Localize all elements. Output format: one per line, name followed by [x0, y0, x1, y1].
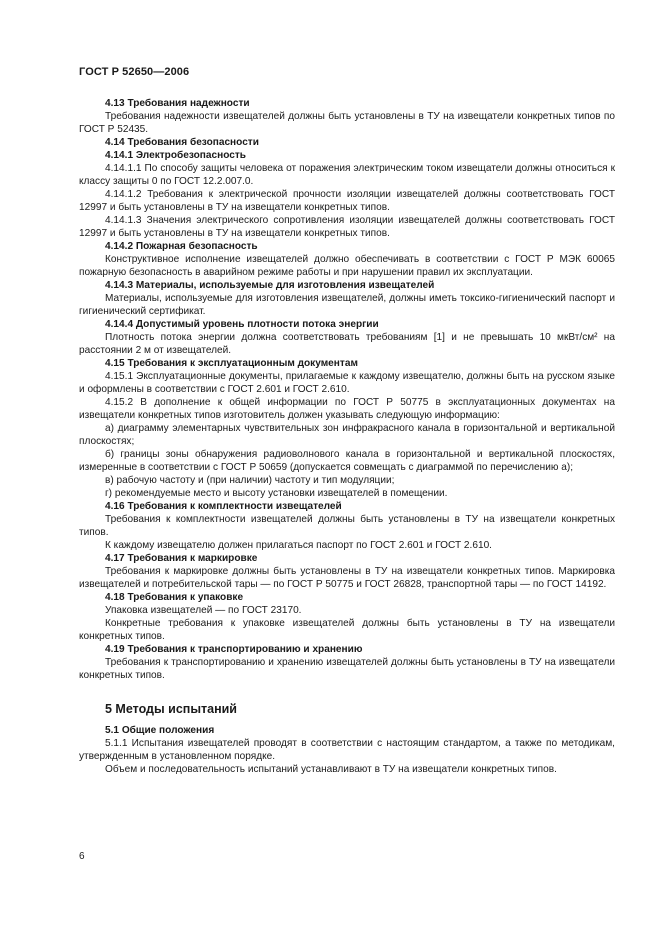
paragraph: Требования к маркировке должны быть установлены в ТУ на извещатели конкретных типов. Маркировка извещателей и потребительской тары — по ГОСТ Р 50775 и ГОСТ 26828, транспортной тары — по ГОСТ 14192.	[79, 566, 615, 590]
heading-4-14-2: 4.14.2 Пожарная безопасность	[105, 241, 258, 252]
paragraph: Требования надежности извещателей должны быть установлены в ТУ на извещатели конкретных типов по ГОСТ Р 52435.	[79, 111, 615, 135]
page-number: 6	[79, 851, 85, 862]
paragraph: Материалы, используемые для изготовления извещателей, должны иметь токсико-гигиенический паспорт и гигиенический сертификат.	[79, 293, 615, 317]
document-header: ГОСТ Р 52650—2006	[79, 66, 190, 78]
paragraph: 4.15.2 В дополнение к общей информации по ГОСТ Р 50775 в эксплуатационных документах на извещатели конкретных типов изготовитель должен указывать следующую информацию:	[79, 397, 615, 421]
paragraph: Плотность потока энергии должна соответствовать требованиям [1] и не превышать 10 мкВт/см² на расстоянии 2 м от извещателей.	[79, 332, 615, 356]
paragraph: 5.1.1 Испытания извещателей проводят в соответствии с настоящим стандартом, а также по методикам, утвержденным в установленном порядке.	[79, 738, 615, 762]
paragraph: Конструктивное исполнение извещателей должно обеспечивать в соответствии с ГОСТ Р МЭК 60065 пожарную безопасность в аварийном режиме работы и при нарушении правил их эксплуатации.	[79, 254, 615, 278]
heading-4-18: 4.18 Требования к упаковке	[105, 592, 244, 603]
heading-4-14-4: 4.14.4 Допустимый уровень плотности потока энергии	[105, 319, 379, 330]
section-5-title: 5 Методы испытаний	[105, 702, 237, 716]
paragraph: К каждому извещателю должен прилагаться паспорт по ГОСТ 2.601 и ГОСТ 2.610.	[105, 540, 492, 551]
document-body	[79, 97, 615, 776]
paragraph: 4.14.1.2 Требования к электрической прочности изоляции извещателей должны соответствовать ГОСТ 12997 и быть установлены в ТУ на извещатели конкретных типов.	[79, 189, 615, 213]
list-item: б) границы зоны обнаружения радиоволнового канала в горизонтальной и вертикальной плоскостях, измеренные в соответствии с ГОСТ Р 50659 (допускается совмещать с диаграммой по перечислению а);	[79, 449, 615, 473]
paragraph: 4.14.1.3 Значения электрического сопротивления изоляции извещателей должны соответствовать ГОСТ 12997 и быть установлены в ТУ на извещатели конкретных типов.	[79, 215, 615, 239]
paragraph: 4.15.1 Эксплуатационные документы, прилагаемые к каждому извещателю, должны быть на русском языке и оформлены в соответствии с ГОСТ 2.601 и ГОСТ 2.610.	[79, 371, 615, 395]
list-item: а) диаграмму элементарных чувствительных зон инфракрасного канала в горизонтальной и вертикальной плоскостях;	[79, 423, 615, 447]
heading-4-15: 4.15 Требования к эксплуатационным документам	[105, 358, 358, 369]
heading-4-14-1: 4.14.1 Электробезопасность	[105, 150, 247, 161]
paragraph: 4.14.1.1 По способу защиты человека от поражения электрическим током извещатели должны относиться к классу защиты 0 по ГОСТ 12.2.007.0.	[79, 163, 615, 187]
paragraph: Требования к транспортированию и хранению извещателей должны быть установлены в ТУ на извещатели конкретных типов.	[79, 657, 615, 681]
heading-4-14-3: 4.14.3 Материалы, используемые для изготовления извещателей	[105, 280, 435, 291]
paragraph: Объем и последовательность испытаний устанавливают в ТУ на извещатели конкретных типов.	[105, 764, 557, 775]
paragraph: Требования к комплектности извещателей должны быть установлены в ТУ на извещатели конкретных типов.	[79, 514, 615, 538]
heading-4-14: 4.14 Требования безопасности	[105, 137, 259, 148]
heading-4-19: 4.19 Требования к транспортированию и хранению	[105, 644, 363, 655]
paragraph: Упаковка извещателей — по ГОСТ 23170.	[105, 605, 302, 616]
paragraph: Конкретные требования к упаковке извещателей должны быть установлены в ТУ на извещатели конкретных типов.	[79, 618, 615, 642]
heading-4-17: 4.17 Требования к маркировке	[105, 553, 258, 564]
heading-4-13: 4.13 Требования надежности	[105, 98, 250, 109]
list-item: г) рекомендуемые место и высоту установки извещателей в помещении.	[105, 488, 448, 499]
heading-4-16: 4.16 Требования к комплектности извещателей	[105, 501, 342, 512]
heading-5-1: 5.1 Общие положения	[105, 725, 215, 736]
list-item: в) рабочую частоту и (при наличии) частоту и тип модуляции;	[105, 475, 395, 486]
